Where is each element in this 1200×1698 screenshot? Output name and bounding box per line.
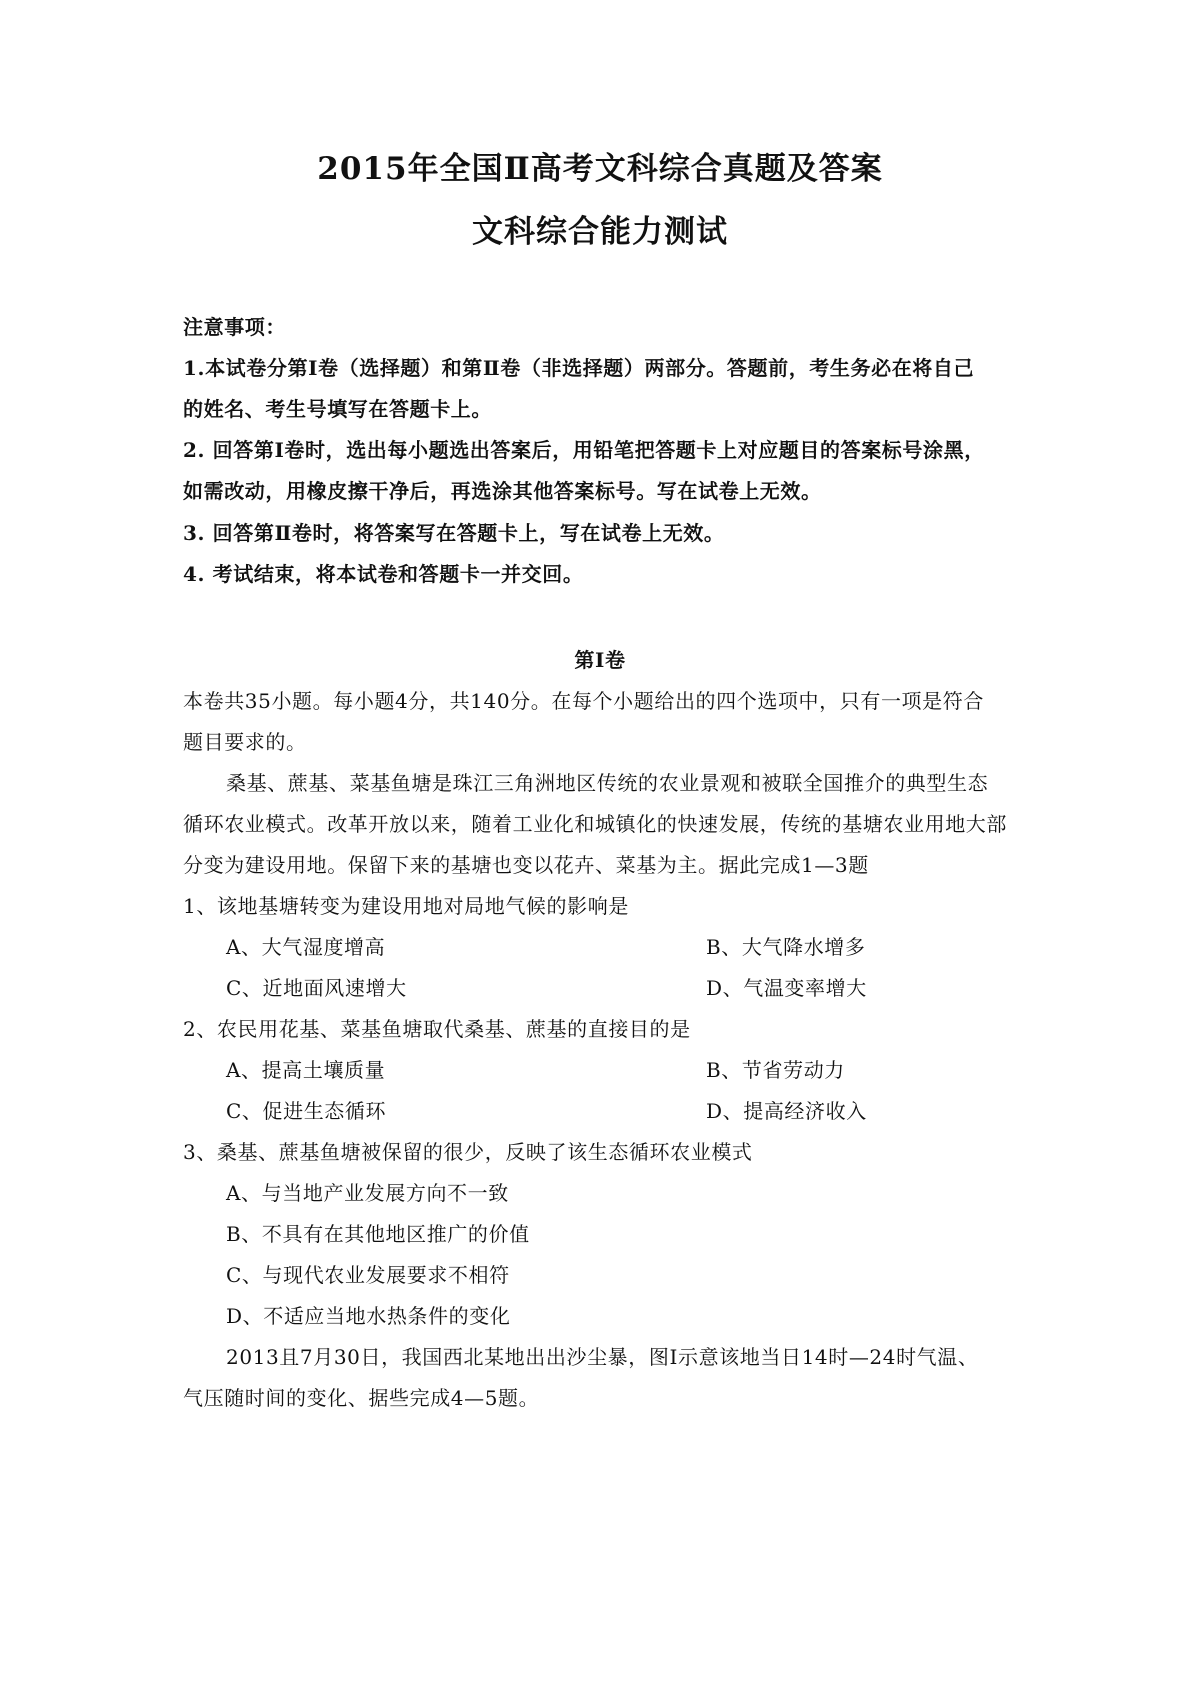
notes-item: 2. 回答第Ⅰ卷时，选出每小题选出答案后，用铅笔把答题卡上对应题目的答案标号涂黑， [183, 438, 985, 462]
passage-1-line: 桑基、蔗基、菜基鱼塘是珠江三角洲地区传统的农业景观和被联全国推介的典型生态 [226, 771, 989, 795]
question-3-option-c: C、与现代农业发展要求不相符 [226, 1263, 510, 1287]
section-intro: 本卷共35小题。每小题4分，共140分。在每个小题给出的四个选项中，只有一项是符合 [183, 689, 984, 713]
question-2-stem: 2、农民用花基、菜基鱼塘取代桑基、蔗基的直接目的是 [183, 1017, 691, 1041]
question-1-option-b: B、大气降水增多 [706, 935, 866, 959]
notes-item: 3. 回答第Ⅱ卷时，将答案写在答题卡上，写在试卷上无效。 [183, 521, 725, 545]
page-subtitle: 文科综合能力测试 [472, 214, 728, 250]
question-2-option-d: D、提高经济收入 [706, 1099, 867, 1123]
section-intro: 题目要求的。 [183, 730, 307, 754]
section-heading: 第Ⅰ卷 [574, 648, 626, 672]
notes-heading: 注意事项： [183, 315, 286, 339]
question-1-option-c: C、近地面风速增大 [226, 976, 407, 1000]
question-3-option-d: D、不适应当地水热条件的变化 [226, 1304, 511, 1328]
notes-item: 如需改动，用橡皮擦干净后，再选涂其他答案标号。写在试卷上无效。 [183, 479, 822, 503]
question-3-stem: 3、桑基、蔗基鱼塘被保留的很少，反映了该生态循环农业模式 [183, 1140, 753, 1164]
notes-item: 1.本试卷分第Ⅰ卷（选择题）和第Ⅱ卷（非选择题）两部分。答题前，考生务必在将自己 [183, 356, 975, 380]
question-2-option-c: C、促进生态循环 [226, 1099, 387, 1123]
notes-item: 的姓名、考生号填写在答题卡上。 [183, 397, 492, 421]
notes-item: 4. 考试结束，将本试卷和答题卡一并交回。 [183, 562, 584, 586]
question-1-option-a: A、大气湿度增高 [226, 935, 386, 959]
question-1-stem: 1、该地基塘转变为建设用地对局地气候的影响是 [183, 894, 629, 918]
question-3-option-b: B、不具有在其他地区推广的价值 [226, 1222, 530, 1246]
passage-2-line: 气压随时间的变化、据些完成4—5题。 [183, 1386, 540, 1410]
page-title: 2015年全国Ⅱ高考文科综合真题及答案 [317, 151, 883, 187]
question-1-option-d: D、气温变率增大 [706, 976, 867, 1000]
passage-2-line: 2013且7月30日，我国西北某地出出沙尘暴，图Ⅰ示意该地当日14时—24时气温、 [226, 1345, 979, 1369]
question-2-option-a: A、提高土壤质量 [226, 1058, 386, 1082]
passage-1-line: 循环农业模式。改革开放以来，随着工业化和城镇化的快速发展，传统的基塘农业用地大部 [183, 812, 1007, 836]
question-2-option-b: B、节省劳动力 [706, 1058, 845, 1082]
passage-1-line: 分变为建设用地。保留下来的基塘也变以花卉、菜基为主。据此完成1—3题 [183, 853, 869, 877]
question-3-option-a: A、与当地产业发展方向不一致 [226, 1181, 509, 1205]
